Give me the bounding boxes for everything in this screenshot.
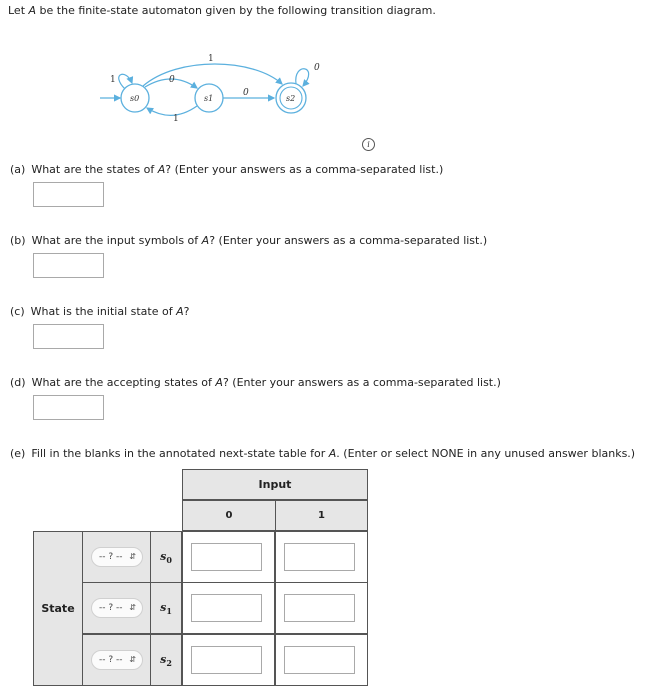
label-s0-self: 1 (110, 75, 116, 85)
chevron-updown-icon: ⇵ (129, 603, 136, 612)
question-e: (e) Fill in the blanks in the annotated next-state table for A. (Enter or select NONE in any unused answer blanks.) (10, 447, 636, 460)
state-name-s0: $s_0$ (150, 531, 182, 583)
table-cell (182, 634, 275, 686)
label-s1-s2: 0 (243, 88, 249, 98)
table-row-select-cell (83, 634, 150, 686)
label-s2-self: 0 (314, 63, 320, 73)
next-state-s1-1-input[interactable] (284, 594, 355, 622)
transition-diagram (88, 46, 328, 124)
label-s0-s1: 0 (169, 75, 175, 85)
question-b: (b) What are the input symbols of A? (Enter your answers as a comma-separated list.) (10, 234, 488, 247)
question-a: (a) What are the states of A? (Enter your answers as a comma-separated list.) (10, 163, 444, 176)
loop-s2 (296, 69, 309, 86)
row-2-annotation-select[interactable]: -- ? -- ⇵ (91, 650, 143, 670)
table-cell (182, 582, 275, 634)
question-d: (d) What are the accepting states of A? (Enter your answers as a comma-separated list.) (10, 376, 501, 389)
column-header-1: 1 (275, 500, 368, 531)
next-state-s2-1-input[interactable] (284, 646, 355, 674)
table-cell (275, 634, 368, 686)
column-header-0: 0 (182, 500, 276, 531)
info-icon[interactable]: i (362, 138, 375, 151)
states-answer-input[interactable] (33, 182, 104, 207)
chevron-updown-icon: ⇵ (129, 655, 136, 664)
input-header: Input (182, 469, 368, 500)
table-cell (182, 531, 275, 583)
state-name-s1: $s_1$ (150, 582, 182, 634)
next-state-s2-0-input[interactable] (191, 646, 262, 674)
initial-state-answer-input[interactable] (33, 324, 104, 349)
label-s0-s2: 1 (208, 54, 214, 64)
question-c: (c) What is the initial state of A? (10, 305, 190, 318)
state-header: State (33, 531, 83, 686)
intro-text: Let A be the finite-state automaton given by the following transition diagram. (8, 4, 436, 17)
next-state-s0-0-input[interactable] (191, 543, 262, 571)
table-row-select-cell (83, 582, 150, 634)
table-cell (275, 582, 368, 634)
row-1-annotation-select[interactable]: -- ? -- ⇵ (91, 598, 143, 618)
row-0-annotation-select[interactable]: -- ? -- ⇵ (91, 547, 143, 567)
state-name-s2: $s_2$ (150, 634, 182, 686)
table-row-select-cell (83, 531, 150, 583)
next-state-s1-0-input[interactable] (191, 594, 262, 622)
next-state-s0-1-input[interactable] (284, 543, 355, 571)
accepting-states-answer-input[interactable] (33, 395, 104, 420)
state-label-s0: s0 (130, 94, 140, 103)
state-label-s1: s1 (204, 94, 214, 103)
edge-s1-s0 (147, 106, 197, 115)
chevron-updown-icon: ⇵ (129, 552, 136, 561)
input-symbols-answer-input[interactable] (33, 253, 104, 278)
table-cell (275, 531, 368, 583)
state-label-s2: s2 (286, 94, 296, 103)
edge-s0-s2 (143, 64, 282, 86)
label-s1-s0: 1 (173, 114, 179, 124)
